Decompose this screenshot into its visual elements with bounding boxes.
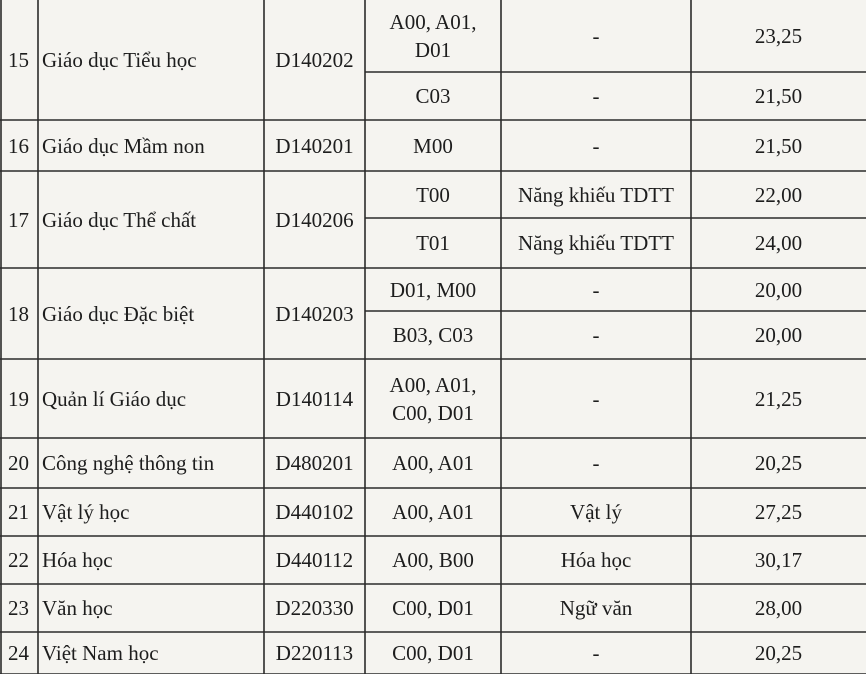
major-name (38, 536, 264, 584)
major-code (264, 438, 365, 488)
subject-block (365, 268, 501, 311)
cutoff-score (691, 584, 866, 632)
major-code (264, 268, 365, 359)
weighted-subject (501, 488, 691, 536)
major-name (38, 584, 264, 632)
row-number-text: 21 (8, 500, 29, 524)
major-code (264, 171, 365, 268)
weighted-subject-text: Năng khiếu TDTT (518, 231, 674, 255)
major-name-text: Việt Nam học (42, 641, 159, 665)
cutoff-score-text: 20,25 (754, 451, 803, 475)
subject-block-text: C00, D01 (392, 596, 474, 620)
major-code-text: D140201 (275, 133, 354, 158)
row-number-text: 22 (8, 548, 29, 572)
major-name (38, 632, 264, 674)
subject-block (365, 120, 501, 171)
cutoff-score-text: 21,50 (754, 133, 803, 158)
major-code (264, 584, 365, 632)
major-code (264, 488, 365, 536)
subject-block-text: T00 (416, 182, 450, 207)
cutoff-score-text: 27,25 (754, 500, 803, 524)
subject-block (365, 311, 501, 359)
weighted-subject-text: - (592, 451, 600, 475)
weighted-subject-text: - (592, 323, 600, 347)
major-code-text: D480201 (275, 451, 354, 475)
subject-block (365, 536, 501, 584)
major-code-text: D140202 (275, 48, 354, 72)
major-code-text: D140203 (275, 301, 354, 326)
subject-block-text: C00, D01 (392, 641, 474, 665)
row-number-text: 20 (8, 451, 29, 475)
major-code-text: D140114 (275, 386, 354, 411)
cutoff-score (691, 72, 866, 120)
weighted-subject-text: Ngữ văn (559, 596, 633, 620)
row-number (0, 584, 38, 632)
row-number (0, 359, 38, 438)
subject-block (365, 171, 501, 218)
major-code (264, 120, 365, 171)
major-name-text: Giáo dục Mầm non (42, 133, 205, 158)
major-name-text: Hóa học (42, 548, 113, 572)
major-code (264, 0, 365, 120)
major-name-text: Giáo dục Tiểu học (42, 48, 197, 72)
cutoff-score-text: 20,00 (754, 277, 803, 302)
weighted-subject-text: - (592, 386, 600, 411)
row-number (0, 120, 38, 171)
row-number-text: 15 (8, 48, 29, 72)
weighted-subject (501, 438, 691, 488)
row-number (0, 0, 38, 120)
weighted-subject-text: Hóa học (560, 548, 632, 572)
subject-block-text: A00, A01, C00, D01 (389, 372, 477, 425)
cutoff-score-text: 24,00 (754, 231, 803, 255)
weighted-subject (501, 311, 691, 359)
row-number-text: 23 (8, 596, 29, 620)
subject-block-text: B03, C03 (392, 323, 474, 347)
cutoff-score (691, 536, 866, 584)
row-number-text: 24 (8, 641, 29, 665)
row-number (0, 632, 38, 674)
weighted-subject-text: - (592, 84, 600, 108)
major-code (264, 536, 365, 584)
major-name-text: Công nghệ thông tin (42, 451, 215, 475)
weighted-subject-text: Vật lý (570, 500, 622, 524)
cutoff-score-text: 20,25 (754, 641, 803, 665)
major-name (38, 120, 264, 171)
major-code (264, 359, 365, 438)
subject-block-text: T01 (416, 231, 450, 255)
row-number (0, 536, 38, 584)
subject-block-text: A00, A01, D01 (389, 10, 477, 62)
row-number (0, 171, 38, 268)
subject-block (365, 218, 501, 268)
cutoff-score (691, 359, 866, 438)
major-code-text: D220330 (275, 596, 354, 620)
weighted-subject (501, 584, 691, 632)
major-name (38, 268, 264, 359)
subject-block-text: D01, M00 (389, 277, 477, 302)
major-name-text: Giáo dục Đặc biệt (42, 301, 195, 326)
cutoff-score (691, 632, 866, 674)
cutoff-score-text: 22,00 (754, 182, 803, 207)
cutoff-score-text: 20,00 (754, 323, 803, 347)
cutoff-score (691, 488, 866, 536)
weighted-subject (501, 72, 691, 120)
subject-block (365, 0, 501, 72)
major-name (38, 171, 264, 268)
weighted-subject-text: Năng khiếu TDTT (518, 182, 674, 207)
subject-block (365, 488, 501, 536)
subject-block-text: A00, A01 (392, 451, 474, 475)
weighted-subject-text: - (592, 133, 600, 158)
major-name (38, 359, 264, 438)
weighted-subject (501, 218, 691, 268)
subject-block-text: A00, B00 (392, 548, 474, 572)
weighted-subject-text: - (592, 24, 600, 48)
row-number-text: 18 (8, 301, 29, 326)
major-code-text: D220113 (275, 641, 354, 665)
subject-block (365, 632, 501, 674)
major-name-text: Quản lí Giáo dục (42, 386, 187, 411)
row-number (0, 438, 38, 488)
subject-block-text: A00, A01 (392, 500, 474, 524)
row-number (0, 488, 38, 536)
major-code-text: D440112 (275, 548, 354, 572)
major-name (38, 438, 264, 488)
weighted-subject (501, 120, 691, 171)
weighted-subject (501, 632, 691, 674)
major-name-text: Văn học (42, 596, 113, 620)
cutoff-score-text: 28,00 (754, 596, 803, 620)
weighted-subject (501, 359, 691, 438)
weighted-subject-text: - (592, 641, 600, 665)
cutoff-score (691, 311, 866, 359)
cutoff-score-text: 21,25 (754, 386, 803, 411)
subject-block (365, 584, 501, 632)
row-number (0, 268, 38, 359)
row-number-text: 17 (8, 207, 29, 232)
weighted-subject-text: - (592, 277, 600, 302)
subject-block-text: C03 (415, 84, 451, 108)
cutoff-score (691, 218, 866, 268)
cutoff-score (691, 120, 866, 171)
cutoff-score-text: 21,50 (754, 84, 803, 108)
cutoff-score (691, 268, 866, 311)
major-code (264, 632, 365, 674)
subject-block-text: M00 (413, 133, 453, 158)
subject-block (365, 72, 501, 120)
major-name (38, 488, 264, 536)
row-number-text: 19 (8, 386, 29, 411)
cutoff-score (691, 171, 866, 218)
major-code-text: D140206 (275, 207, 354, 232)
cutoff-score (691, 438, 866, 488)
weighted-subject (501, 536, 691, 584)
weighted-subject (501, 171, 691, 218)
cutoff-score-text: 30,17 (754, 548, 803, 572)
subject-block (365, 359, 501, 438)
major-code-text: D440102 (275, 500, 354, 524)
major-name (38, 0, 264, 120)
cutoff-score-text: 23,25 (754, 24, 803, 48)
major-name-text: Vật lý học (42, 500, 130, 524)
major-name-text: Giáo dục Thể chất (42, 207, 197, 232)
weighted-subject (501, 0, 691, 72)
cutoff-score (691, 0, 866, 72)
weighted-subject (501, 268, 691, 311)
row-number-text: 16 (8, 133, 29, 158)
subject-block (365, 438, 501, 488)
